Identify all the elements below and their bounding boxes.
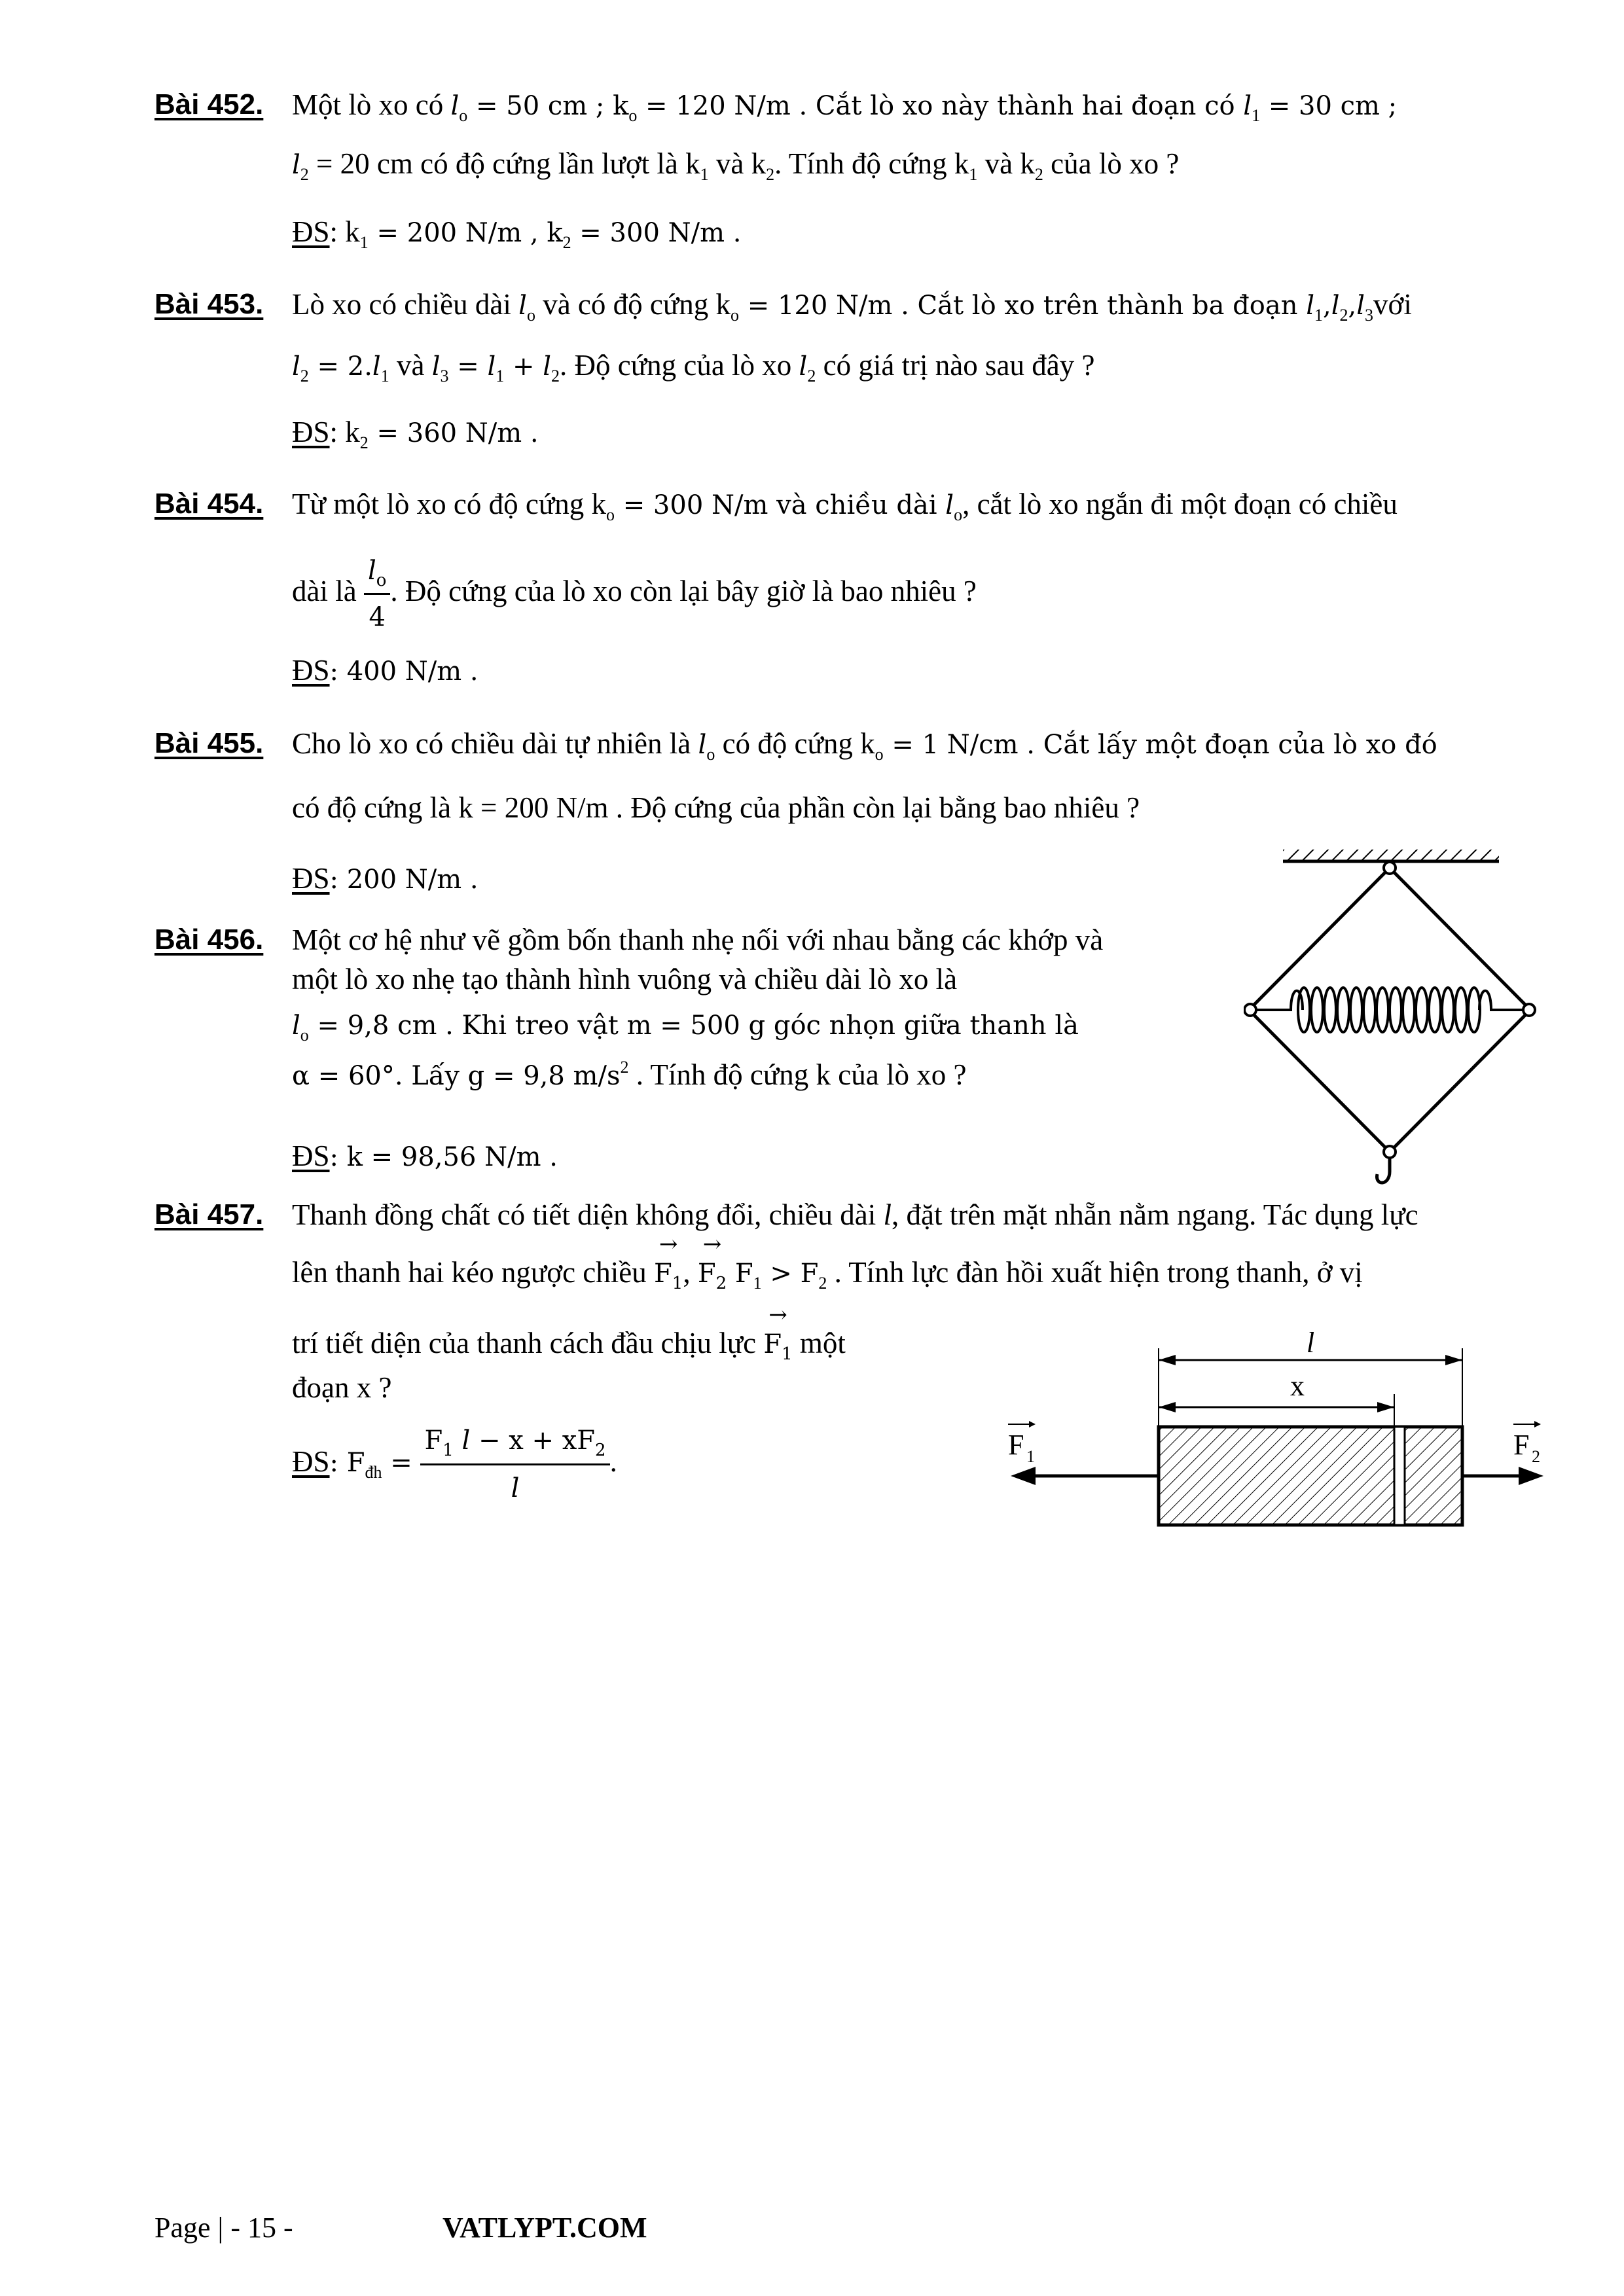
page-footer xyxy=(154,2210,647,2246)
problem-454-label: Bài 454. xyxy=(154,488,264,520)
joint-bottom xyxy=(1384,1146,1396,1158)
problem-456-line-1: Một cơ hệ như vẽ gồm bốn thanh nhẹ nối với nhau bằng các khớp và xyxy=(292,924,1104,956)
arrowhead-x-left xyxy=(1159,1402,1176,1412)
problem-457-line-3: trí tiết diện của thanh cách đầu chịu lực → $F_1$ một xyxy=(292,1325,846,1363)
vector-f1: → $F_1$ xyxy=(654,1255,683,1292)
problem-452-line-2: $l_2 = 20$ cm có độ cứng lần lượt là $k_1$ và $k_2$. Tính độ cứng $k_1$ và $k_2$ của lò xo ? xyxy=(292,147,1180,184)
problem-454-line-2: dài là $\frac{l_o}{4}$ . Độ cứng của lò xo còn lại bây giờ là bao nhiêu ? xyxy=(292,551,977,637)
problem-457-label: Bài 457. xyxy=(154,1198,264,1230)
diagram-spring-square xyxy=(1244,844,1538,1198)
joint-left xyxy=(1244,1004,1256,1016)
hook-icon xyxy=(1377,1158,1390,1183)
page-number: Page | - 15 - xyxy=(154,2212,293,2244)
problem-457-line-1: Thanh đồng chất có tiết diện không đổi, chiều dài l, đặt trên mặt nhẵn nằm ngang. Tác dụng lực xyxy=(292,1198,1418,1231)
problem-454-line-1: Từ một lò xo có độ cứng $k_o = 300$ N/m và chiều dài $l_o$, cắt lò xo ngắn đi một đoạn có chiều xyxy=(292,488,1398,524)
spring-coil xyxy=(1254,988,1525,1032)
problem-457-line-2: lên thanh hai kéo ngược chiều → $F_1$, → $F_2$ $F_1 > F_2$ . Tính lực đàn hồi xuất hiện trong thanh, ở vị xyxy=(292,1254,1363,1292)
problem-455-label: Bài 455. xyxy=(154,727,264,759)
bar-body xyxy=(1159,1427,1462,1525)
force-f2-arrowhead xyxy=(1519,1467,1543,1485)
joint-top xyxy=(1384,862,1396,874)
problem-457-line-4: đoạn x ? xyxy=(292,1371,392,1404)
problem-453-line-2: $l_2 = 2.l_1$ và $l_3 = l_1 + l_2$. Độ cứng của lò xo $l_2$ có giá trị nào sau đây ? xyxy=(292,349,1095,386)
force-label-f1-sub: 1 xyxy=(1026,1447,1035,1466)
problem-453-answer: ĐS: $k_2 = 360$ N/m . xyxy=(292,416,539,452)
problem-452-line-1: Một lò xo có $l_o = 50$ cm ; $k_o = 120$ N/m . Cắt lò xo này thành hai đoạn có $l_1 = 30$ cm ; xyxy=(292,88,1398,125)
joint-right xyxy=(1523,1004,1535,1016)
vector-tip-f1 xyxy=(1029,1421,1036,1427)
length-label-l: l xyxy=(1306,1327,1315,1359)
vector-f1-ref: → $F_1$ xyxy=(763,1326,792,1363)
problem-455-line-1: Cho lò xo có chiều dài tự nhiên là $l_o$ có độ cứng $k_o = 1$ N/cm . Cắt lấy một đoạn của lò xo đó xyxy=(292,727,1437,764)
force-label-f2-sub: 2 xyxy=(1532,1447,1540,1466)
problem-453-label: Bài 453. xyxy=(154,288,264,320)
problem-457-answer: ĐS: $F_{đh}$ = $\frac{F_1 l - x + xF_2}{l}$ . xyxy=(292,1420,617,1509)
problem-452-answer: ĐS: $k_1 = 200$ N/m , $k_2 = 300$ N/m . xyxy=(292,215,742,252)
vector-tip-f2 xyxy=(1534,1421,1541,1427)
problem-452-label: Bài 452. xyxy=(154,88,264,120)
arrowhead-x-right xyxy=(1377,1402,1394,1412)
vector-f2: → $F_2$ xyxy=(698,1255,727,1292)
problem-456-label: Bài 456. xyxy=(154,924,264,956)
diagram-bar-forces xyxy=(995,1309,1558,1545)
problem-456-line-3: $l_o = 9,8$ cm . Khi treo vật m = 500 g góc nhọn giữa thanh là xyxy=(292,1011,1079,1045)
problem-456-line-4: α = 60°. Lấy g = 9,8 $m/s^2$ . Tính độ cứng k của lò xo ? xyxy=(292,1058,967,1091)
force-label-f1: F xyxy=(1008,1429,1024,1461)
problem-455-line-2: có độ cứng là k = 200 N/m . Độ cứng của phần còn lại bằng bao nhiêu ? xyxy=(292,791,1140,824)
force-f1-arrowhead xyxy=(1011,1467,1036,1485)
site-name: VATLYPT.COM xyxy=(442,2212,647,2244)
section-slice xyxy=(1394,1427,1405,1525)
length-label-x: x xyxy=(1290,1370,1305,1402)
arrowhead-l-left xyxy=(1159,1355,1176,1365)
fraction-l0-over-4: $\frac{l_o}{4}$ xyxy=(364,551,390,637)
arrowhead-l-right xyxy=(1445,1355,1462,1365)
ceiling-hatch xyxy=(1283,850,1499,860)
problem-456-answer: ĐS: k = 98,56 N/m . xyxy=(292,1139,558,1172)
problem-455-answer: ĐS: 200 N/m . xyxy=(292,862,478,895)
force-label-f2: F xyxy=(1513,1429,1530,1461)
problem-453-line-1: Lò xo có chiều dài $l_o$ và có độ cứng $k_o = 120$ N/m . Cắt lò xo trên thành ba đoạn $l_1,l_2,l_3với$ xyxy=(292,288,1412,325)
answer-fraction: $\frac{F_1 l - x + xF_2}{l}$ xyxy=(420,1420,609,1509)
problem-454-answer: ĐS: 400 N/m . xyxy=(292,654,478,687)
problem-456-line-2: một lò xo nhẹ tạo thành hình vuông và chiều dài lò xo là xyxy=(292,963,958,996)
